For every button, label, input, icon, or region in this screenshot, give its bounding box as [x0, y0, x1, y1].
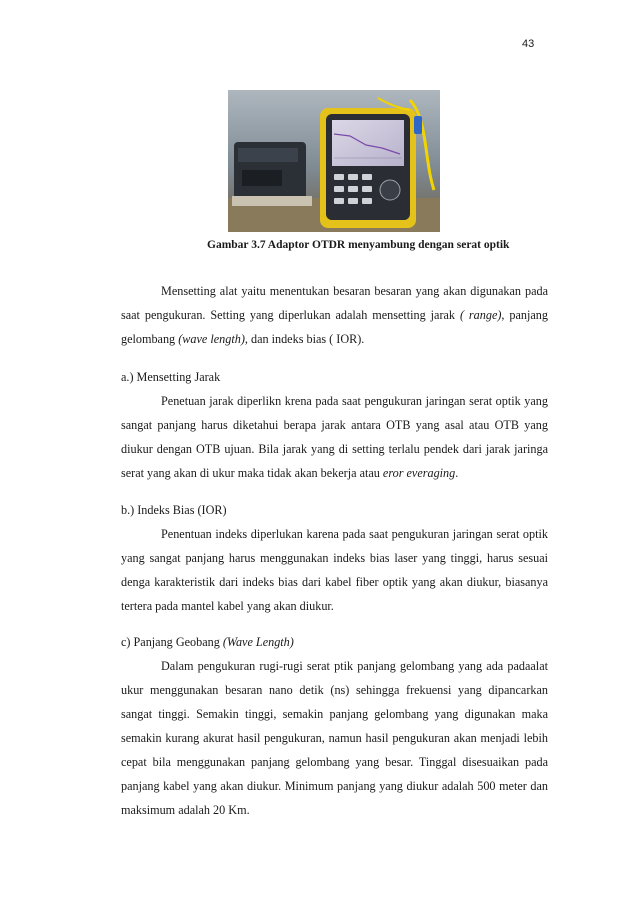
section-c	[121, 630, 548, 822]
intro-wave: (wave length)	[178, 332, 245, 346]
otdr-device-photo-icon	[228, 90, 440, 232]
intro-text-1: Mensetting alat yaitu menentukan besaran besaran yang akan digunakan pada saat pengukuran. Setting yang diperlukan adalah mensetting jarak	[121, 284, 548, 322]
page-number: 43	[522, 38, 535, 50]
section-a	[121, 365, 548, 485]
section-b-body: Penentuan indeks diperlukan karena pada saat pengukuran jaringan serat optik yang sangat panjang harus menggunakan indeks bias laser yang tinggi, harus sesuai denga karakteristik dari indeks bias dari kabel fiber optik yang akan diukur, biasanya tertera pada mantel kabel yang akan diukur.	[121, 527, 548, 613]
section-c-body: Dalam pengukuran rugi-rugi serat ptik panjang gelombang yang ada padaalat ukur menggunakan besaran nano detik (ns) sehingga frekuensi yang dipancarkan sangat tinggi. Semakin tinggi, semakin panjang gelombang yang digunakan maka semakin kurang akurat hasil pengukuran, namun hasil pengukuran akan menjadi lebih cepat bila menggunakan panjang gelombang yang besar. Tinggal disesuaikan pada panjang kabel yang akan diukur. Minimum panjang yang diukur adalah 500 meter dan maksimum adalah 20 Km.	[121, 659, 548, 817]
figure-caption: Gambar 3.7 Adaptor OTDR menyambung dengan serat optik	[207, 239, 510, 251]
section-c-heading: c) Panjang Geobang	[121, 635, 223, 649]
section-a-heading: a.) Mensetting Jarak	[121, 370, 221, 384]
section-b-heading: b.) Indeks Bias (IOR)	[121, 503, 227, 517]
section-b	[121, 498, 548, 618]
figure-photo	[228, 90, 440, 232]
section-c-heading-italic: (Wave Length)	[222, 635, 294, 649]
section-a-end: .	[455, 466, 459, 480]
intro-text-2: , panjang gelombang	[121, 308, 548, 346]
intro-range: ( range)	[459, 308, 502, 322]
section-a-body: Penetuan jarak diperlikn krena pada saat pengukuran jaringan serat optik yang sangat panjang harus diketahui berapa jarak antara OTB yang asal atau OTB yang diukur dengan OTB ujuan. Bila jarak yang di setting terlalu pendek dari jarak jaringa serat yang akan di ukur maka tidak akan bekerja atau	[121, 394, 548, 480]
intro-text-3: , dan indeks bias ( IOR).	[244, 332, 365, 346]
intro-paragraph	[121, 279, 548, 351]
section-a-italic: eror everaging	[382, 466, 456, 480]
